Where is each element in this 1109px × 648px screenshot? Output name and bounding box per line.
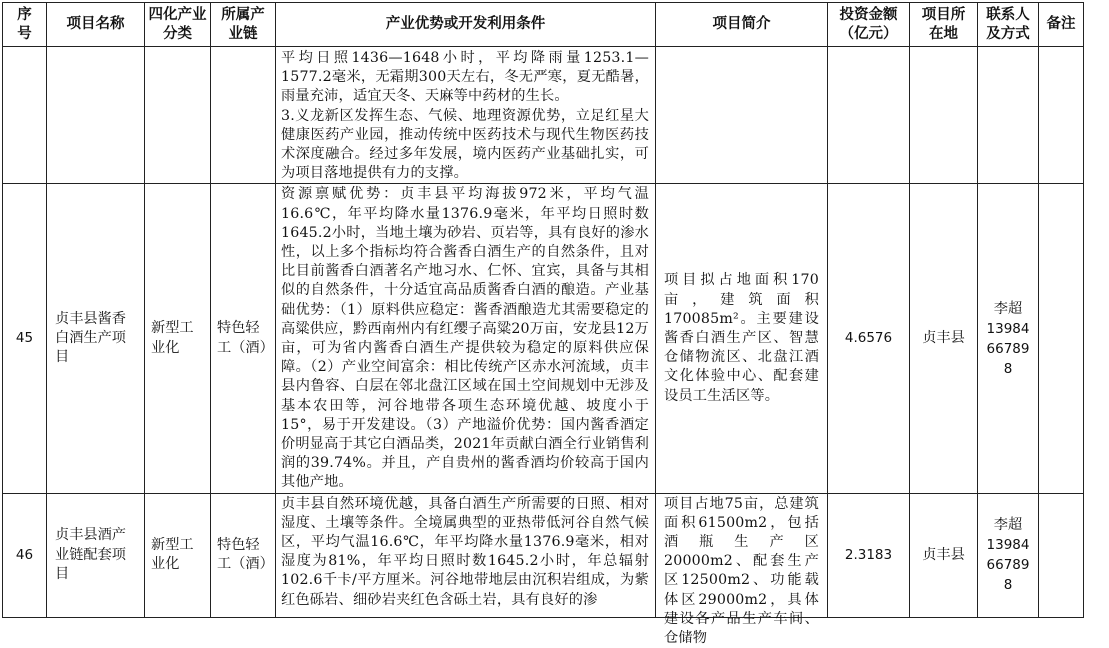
cell-contact bbox=[978, 47, 1039, 184]
cell-location bbox=[910, 47, 978, 184]
table-row bbox=[3, 184, 1084, 493]
cell-investment: 2.3183 bbox=[828, 493, 910, 617]
table-row bbox=[3, 493, 1084, 617]
contact-name: 李超 bbox=[993, 300, 1023, 317]
cell-name: 贞丰县酱香白酒生产项目 bbox=[47, 184, 145, 493]
project-table bbox=[2, 2, 1084, 647]
header-row bbox=[3, 3, 1084, 47]
header-location: 项目所在地 bbox=[910, 3, 978, 47]
header-conditions: 产业优势或开发利用条件 bbox=[276, 3, 656, 47]
conditions-paragraph: 平均日照1436—1648小时，平均降雨量1253.1—1577.2毫米，无霜期300天左右，冬无严寒，夏无酷暑，雨量充沛，适宜天冬、天麻等中药材的生长。 bbox=[281, 50, 649, 105]
cell-conditions: 资源禀赋优势：贞丰县平均海拔972米，平均气温16.6℃，年平均降水量1376.9毫米，年平均日照时数1645.2小时，当地土壤为砂岩、页岩等，具有良好的渗水性，以上多个指标均符合酱香白酒生产的自然条件，且对比目前酱香白酒著名产地习水、仁怀、宜宾，具备与其相似的自然条件，十分适宜高品质酱香白酒的酿造。产业基础优势：（1）原料供应稳定：酱香酒酿造尤其需要稳定的高粱供应，黔西南州内有红缨子高粱20万亩，安龙县12万亩，可为省内酱香白酒生产提供较为稳定的原料供应保障。（2）产业空间富余：相比传统产区赤水河流域，贞丰县内鲁容、白层在邻北盘江区域在国土空间规划中无涉及基本农田等，河谷地带各项生态环境优越、坡度小于15°，易于开发建设。（3）产地溢价优势：国内酱香酒定价明显高于其它白酒品类，2021年贡献白酒全行业销售利润的39.74%。并且，产自贵州的酱香酒均价较高于国内其他产地。 bbox=[276, 184, 656, 493]
header-contact: 联系人及方式 bbox=[978, 3, 1039, 47]
cell-investment bbox=[828, 47, 910, 184]
header-investment: 投资金额（亿元） bbox=[828, 3, 910, 47]
cell-chain: 特色轻工（酒） bbox=[211, 493, 276, 617]
header-category: 四化产业分类 bbox=[145, 3, 211, 47]
cell-chain bbox=[211, 47, 276, 184]
cell-contact bbox=[978, 184, 1039, 493]
cell-conditions bbox=[276, 47, 656, 184]
cell-seq: 45 bbox=[3, 184, 47, 493]
cell-notes bbox=[1039, 184, 1084, 493]
header-chain: 所属产业链 bbox=[211, 3, 276, 47]
cell-notes bbox=[1039, 493, 1084, 617]
table-row-continuation bbox=[3, 47, 1084, 184]
contact-phone: 13984667898 bbox=[986, 537, 1030, 594]
cell-name bbox=[47, 47, 145, 184]
cell-location: 贞丰县 bbox=[910, 184, 978, 493]
cell-seq: 46 bbox=[3, 493, 47, 617]
cell-location: 贞丰县 bbox=[910, 493, 978, 617]
conditions-text: 贞丰县自然环境优越，具备白酒生产所需要的日照、相对湿度、土壤等条件。全境属典型的亚热带低河谷自然气候区，平均气温16.6℃，年平均降水量1376.9毫米，相对湿度为81%，年平均日照时数1645.2小时，年总辐射102.6千卡/平方厘米。河谷地带地层由沉积岩组成，为紫红色砾岩、细砂岩夹红色含砾土岩，具有良好的渗 bbox=[281, 495, 649, 608]
contact-phone: 13984667898 bbox=[986, 320, 1030, 377]
intro-text: 项目占地75亩，总建筑面积61500m2，包括酒瓶生产区20000m2、配套生产区12500m2、功能载体区29000m2，具体建设各产品生产车间、仓储物 bbox=[664, 495, 819, 647]
cell-chain: 特色轻工（酒） bbox=[211, 184, 276, 493]
header-name: 项目名称 bbox=[47, 3, 145, 47]
header-notes: 备注 bbox=[1039, 3, 1084, 47]
header-intro: 项目简介 bbox=[656, 3, 828, 47]
cell-intro: 项目拟占地面积170亩，建筑面积170085m²。主要建设酱香白酒生产区、智慧仓储物流区、北盘江酒文化体验中心、配套建设员工生活区等。 bbox=[656, 184, 828, 493]
cell-investment: 4.6576 bbox=[828, 184, 910, 493]
contact-name: 李超 bbox=[993, 517, 1023, 534]
cell-category: 新型工业化 bbox=[145, 493, 211, 617]
header-seq: 序号 bbox=[3, 3, 47, 47]
cell-category bbox=[145, 47, 211, 184]
cell-intro bbox=[656, 47, 828, 184]
cell-intro bbox=[656, 493, 828, 647]
cell-category: 新型工业化 bbox=[145, 184, 211, 493]
cell-notes bbox=[1039, 47, 1084, 184]
conditions-paragraph: 3.义龙新区发挥生态、气候、地理资源优势，立足红星大健康医药产业园，推动传统中医药技术与现代生物医药技术深度融合。经过多年发展，境内医药产业基础扎实，可为项目落地提供有力的支撑。 bbox=[281, 107, 649, 182]
cell-name: 贞丰县酒产业链配套项目 bbox=[47, 493, 145, 617]
cell-seq bbox=[3, 47, 47, 184]
cell-contact bbox=[978, 493, 1039, 617]
cell-conditions bbox=[276, 493, 656, 617]
